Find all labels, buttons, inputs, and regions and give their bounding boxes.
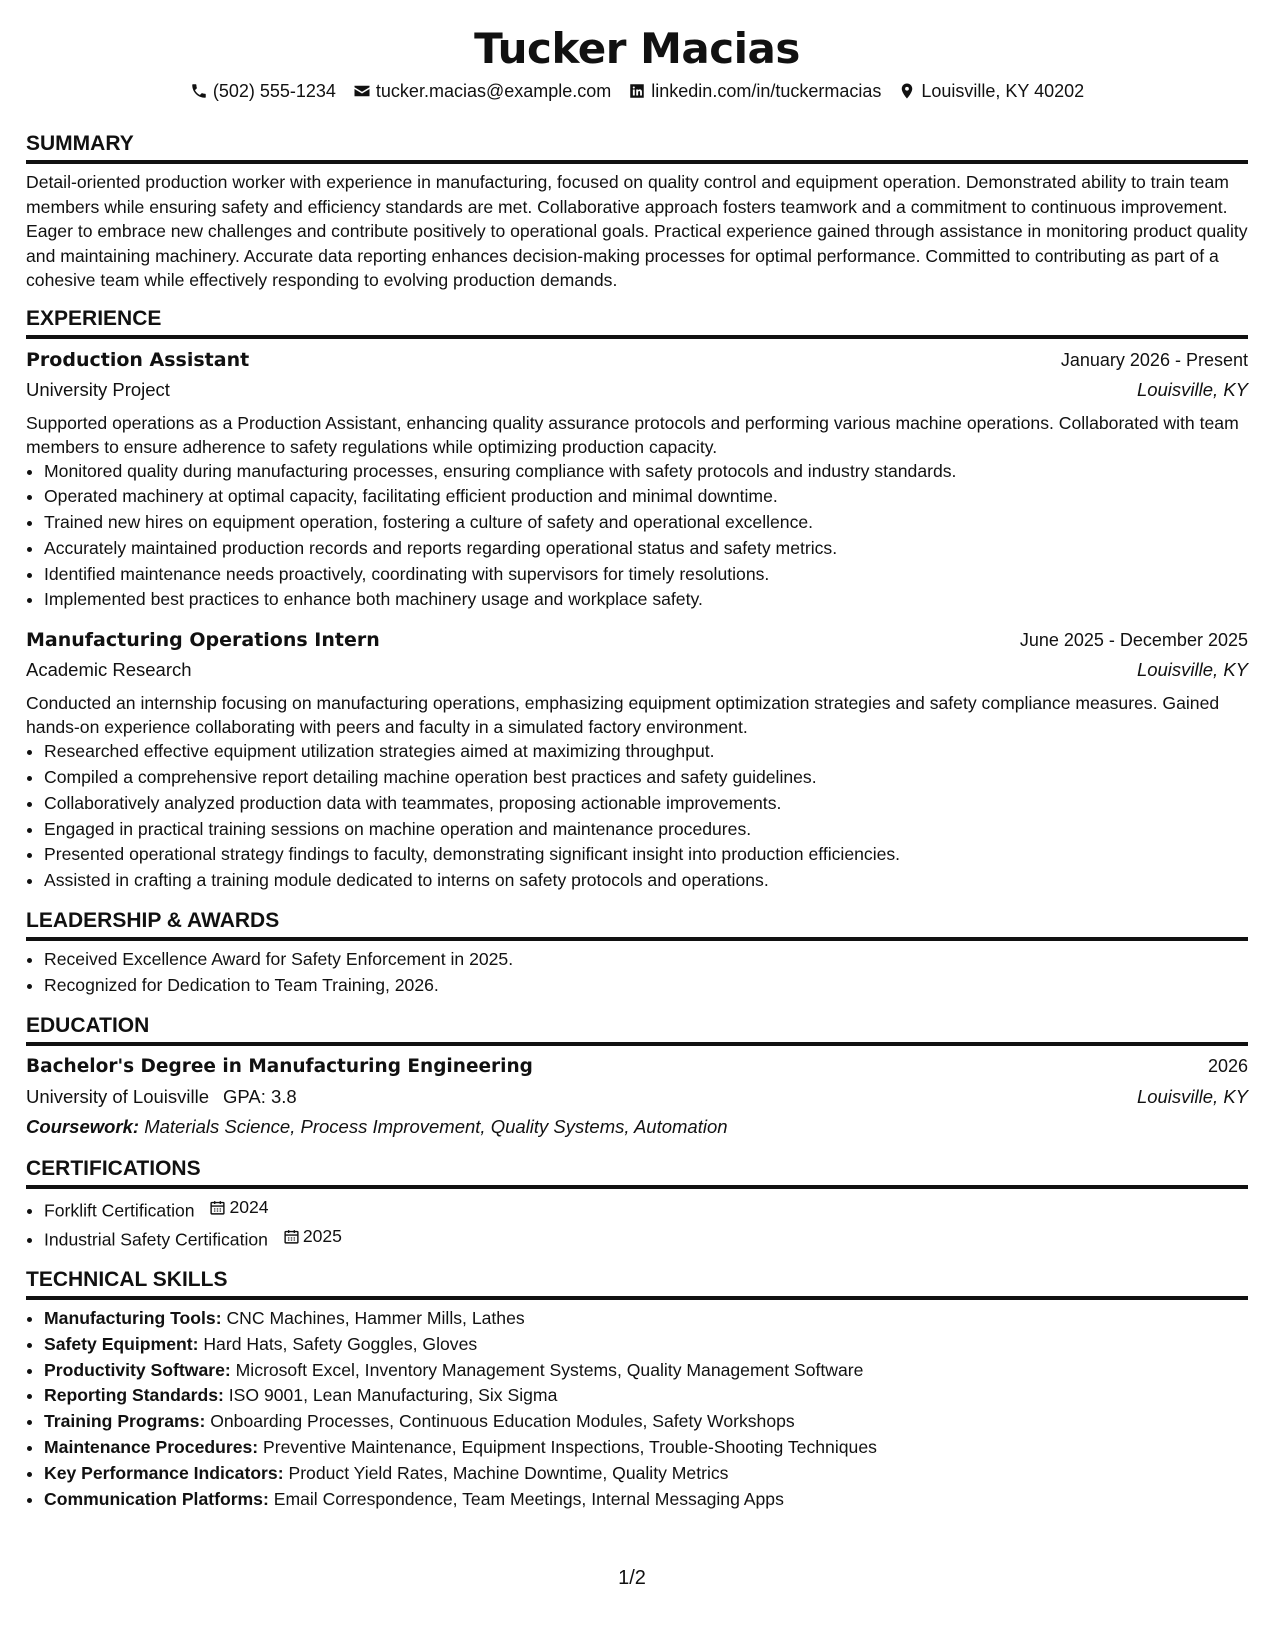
phone-icon: [190, 82, 208, 100]
coursework-label: Coursework:: [26, 1115, 140, 1137]
job-location: Louisville, KY: [1136, 378, 1248, 400]
calendar-icon: [209, 1199, 226, 1216]
job-entry: [26, 625, 1248, 894]
list-item: • Assisted in crafting a training module dedicated to interns on safety protocols and operations.: [44, 868, 1248, 894]
certification-year: 2025: [302, 1225, 342, 1246]
list-item: [44, 1461, 1248, 1487]
job-description: Supported operations as a Production Assistant, enhancing quality assurance protocols and performing various machine operations. Collaborated with team members to ensure adherence to safety regulations while optimizing production capacity.: [26, 412, 1239, 457]
list-item: [44, 1435, 1248, 1461]
section-heading: SUMMARY: [26, 131, 1248, 164]
summary-text: Detail-oriented production worker with experience in manufacturing, focused on quality control and equipment operation. Demonstrated ability to train team members while ensuring safety and efficiency standards are met. Collaborative approach fosters teamwork and a commitment to continuous improvement. Eager to embrace new challenges and contribute positively to operational goals. Practical experience gained through assistance in monitoring product quality and maintaining machinery. Accurate data reporting enhances decision-making processes for optimal performance. Committed to contributing as part of a cohesive team while effectively responding to evolving production demands.: [26, 172, 1248, 290]
job-dates: June 2025 - December 2025: [1019, 630, 1248, 651]
list-item: [44, 1409, 1248, 1435]
skill-label: Training Programs:: [44, 1411, 206, 1432]
list-item: [44, 1383, 1248, 1409]
list-item: • Monitored quality during manufacturing processes, ensuring compliance with safety protocols and industry standards.: [44, 459, 1248, 485]
job-organization: Academic Research: [26, 659, 192, 681]
skill-label: Key Performance Indicators:: [44, 1462, 284, 1483]
list-item: • Implemented best practices to enhance both machinery usage and workplace safety.: [44, 587, 1248, 613]
job-title: Manufacturing Operations Intern: [26, 629, 380, 652]
list-item: • Collaboratively analyzed production data with teammates, proposing actionable improvements.: [44, 791, 1248, 817]
job-title: Production Assistant: [26, 348, 250, 371]
contact-location: [898, 78, 1084, 104]
skill-value: Microsoft Excel, Inventory Management Systems, Quality Management Software: [235, 1359, 864, 1380]
list-item: • Trained new hires on equipment operation, fostering a culture of safety and operational excellence.: [44, 510, 1248, 536]
skill-label: Safety Equipment:: [44, 1333, 199, 1354]
email-text: tucker.macias@example.com: [375, 81, 612, 101]
summary-section: [26, 131, 1248, 293]
skill-value: Hard Hats, Safety Goggles, Gloves: [203, 1333, 478, 1354]
skill-value: Onboarding Processes, Continuous Education Modules, Safety Workshops: [210, 1411, 795, 1432]
skill-label: Productivity Software:: [44, 1359, 231, 1380]
leadership-section: [26, 908, 1248, 999]
section-heading: EXPERIENCE: [26, 306, 1248, 339]
section-heading: LEADERSHIP & AWARDS: [26, 908, 1248, 941]
certification-date: [209, 1195, 268, 1221]
certification-date: [283, 1224, 342, 1250]
skill-label: Manufacturing Tools:: [44, 1308, 222, 1329]
experience-section: [26, 306, 1248, 895]
skill-label: Communication Platforms:: [44, 1488, 269, 1509]
job-bullets: [26, 739, 1248, 894]
skill-value: Preventive Maintenance, Equipment Inspections, Trouble-Shooting Techniques: [263, 1437, 877, 1458]
page-number: 1/2: [618, 1567, 646, 1589]
job-organization: University Project: [26, 378, 170, 400]
contact-linkedin[interactable]: [628, 78, 881, 104]
education-section: [26, 1013, 1248, 1142]
skill-value: CNC Machines, Hammer Mills, Lathes: [226, 1308, 525, 1329]
contact-bar: [26, 78, 1248, 104]
skill-label: Reporting Standards:: [44, 1385, 224, 1406]
resume-page: [26, 0, 1248, 1589]
job-location: Louisville, KY: [1136, 659, 1248, 681]
linkedin-icon: [628, 82, 646, 100]
list-item: [44, 1224, 1248, 1253]
location-text: Louisville, KY 40202: [921, 81, 1085, 101]
contact-email[interactable]: [353, 78, 611, 104]
map-pin-icon: [898, 82, 916, 100]
list-item: • Received Excellence Award for Safety Enforcement in 2025.: [44, 947, 1248, 973]
school-location: Louisville, KY: [1136, 1085, 1248, 1107]
certification-name: Forklift Certification: [44, 1200, 195, 1221]
certifications-section: [26, 1156, 1248, 1253]
skill-value: Email Correspondence, Team Meetings, Internal Messaging Apps: [273, 1488, 784, 1509]
section-heading: CERTIFICATIONS: [26, 1156, 1248, 1189]
candidate-name: Tucker Macias: [474, 24, 800, 73]
calendar-icon: [283, 1228, 300, 1245]
envelope-icon: [353, 82, 371, 100]
gpa: GPA: 3.8: [223, 1085, 297, 1107]
section-heading: EDUCATION: [26, 1013, 1248, 1046]
list-item: • Presented operational strategy findings to faculty, demonstrating significant insight into production efficiencies.: [44, 842, 1248, 868]
skill-label: Maintenance Procedures:: [44, 1437, 259, 1458]
list-item: • Recognized for Dedication to Team Training, 2026.: [44, 973, 1248, 999]
list-item: • Engaged in practical training sessions on machine operation and maintenance procedures.: [44, 817, 1248, 843]
coursework-list: Materials Science, Process Improvement, Quality Systems, Automation: [144, 1115, 728, 1137]
list-item: [44, 1487, 1248, 1513]
job-description: Conducted an internship focusing on manufacturing operations, emphasizing equipment optimization strategies and safety compliance measures. Gained hands-on experience collaborating with peers and faculty in a simulated factory environment.: [26, 693, 1220, 738]
list-item: [44, 1306, 1248, 1332]
degree-title: Bachelor's Degree in Manufacturing Engineering: [26, 1055, 533, 1077]
list-item: • Identified maintenance needs proactively, coordinating with supervisors for timely resolutions.: [44, 562, 1248, 588]
skills-section: [26, 1267, 1248, 1512]
job-entry: [26, 345, 1248, 614]
list-item: • Researched effective equipment utilization strategies aimed at maximizing throughput.: [44, 739, 1248, 765]
list-item: [44, 1195, 1248, 1224]
list-item: • Compiled a comprehensive report detailing machine operation best practices and safety guidelines.: [44, 765, 1248, 791]
school-name: University of Louisville: [26, 1085, 210, 1107]
skill-value: ISO 9001, Lean Manufacturing, Six Sigma: [228, 1385, 558, 1406]
school-line: [26, 1082, 297, 1112]
awards-list: [26, 947, 1248, 999]
certification-year: 2024: [229, 1196, 269, 1217]
skill-value: Product Yield Rates, Machine Downtime, Quality Metrics: [288, 1462, 729, 1483]
phone-text: (502) 555-1234: [212, 81, 336, 101]
certification-name: Industrial Safety Certification: [44, 1229, 268, 1250]
list-item: • Accurately maintained production records and reports regarding operational status and safety metrics.: [44, 536, 1248, 562]
contact-phone[interactable]: [190, 78, 336, 104]
coursework: [26, 1112, 1248, 1142]
section-heading: TECHNICAL SKILLS: [26, 1267, 1248, 1300]
list-item: [44, 1332, 1248, 1358]
graduation-year: 2026: [1207, 1055, 1248, 1076]
certifications-list: [26, 1195, 1248, 1253]
job-bullets: [26, 459, 1248, 614]
skills-list: [26, 1306, 1248, 1512]
linkedin-text: linkedin.com/in/tuckermacias: [651, 81, 882, 101]
list-item: • Operated machinery at optimal capacity, facilitating efficient production and minimal downtime.: [44, 484, 1248, 510]
list-item: [44, 1358, 1248, 1384]
job-dates: January 2026 - Present: [1060, 349, 1248, 370]
